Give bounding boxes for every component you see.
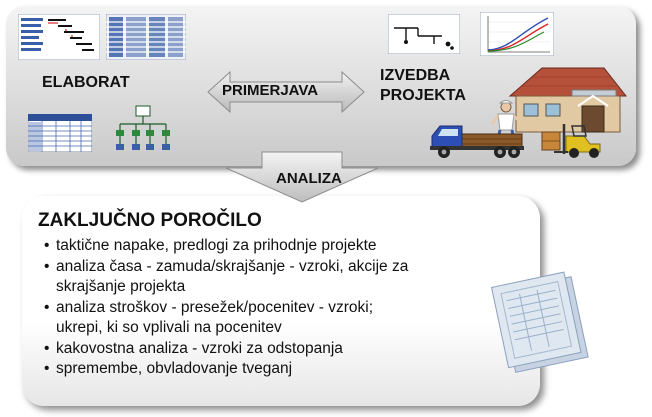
list-item-line: • analiza stroškov - presežek/pocenitev - vzroki; bbox=[56, 298, 374, 316]
list-item-line: • spremembe, obvladovanje tveganj bbox=[56, 360, 293, 377]
list-item bbox=[44, 257, 504, 298]
spreadsheet-icon bbox=[28, 114, 92, 152]
truck-icon bbox=[428, 120, 528, 160]
analiza-label: ANALIZA bbox=[276, 170, 342, 187]
primerjava-label: PRIMERJAVA bbox=[222, 82, 319, 99]
list-item-line: • kakovostna analiza - vzroki za odstopanja bbox=[56, 339, 343, 357]
list-item-line-2: ukrepi, ki so vplivali na pocenitev bbox=[56, 319, 282, 336]
forklift-icon bbox=[540, 122, 606, 160]
elaborat-label: ELABORAT bbox=[42, 74, 130, 91]
list-item bbox=[44, 339, 504, 360]
org-chart-icon bbox=[112, 104, 174, 154]
list-item bbox=[44, 298, 504, 339]
gantt-chart-icon bbox=[18, 14, 100, 60]
network-diagram-icon bbox=[388, 14, 460, 54]
list-item bbox=[44, 236, 504, 257]
list-item-line: • analiza časa - zamuda/skrajšanje - vzroki, akcije za bbox=[56, 257, 409, 275]
izvedba-label-line1: IZVEDBA bbox=[380, 67, 451, 84]
izvedba-projekta-label bbox=[380, 66, 466, 106]
izvedba-label-line2: PROJEKTA bbox=[380, 87, 466, 104]
list-item-line: • taktične napake, predlogi za prihodnje projekte bbox=[56, 237, 377, 254]
report-title: ZAKLJUČNO POROČILO bbox=[38, 210, 262, 231]
report-bullet-list bbox=[44, 236, 504, 380]
list-item-line-2: skrajšanje projekta bbox=[56, 278, 186, 295]
schedule-table-icon bbox=[106, 14, 186, 60]
list-item bbox=[44, 359, 504, 380]
s-curve-chart-icon bbox=[480, 12, 554, 56]
